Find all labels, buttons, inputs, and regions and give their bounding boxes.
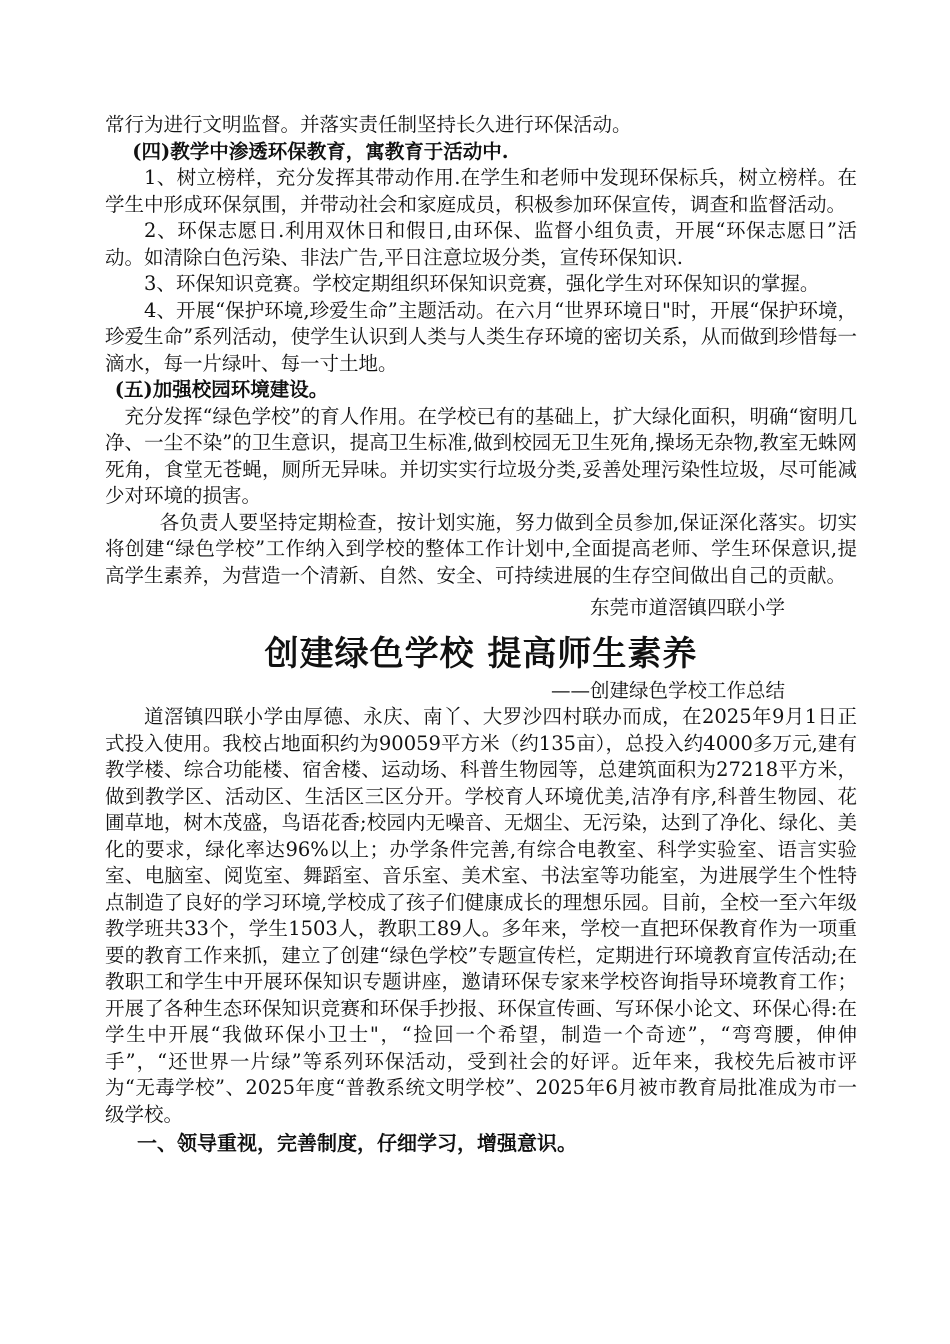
paragraph-knowledge-contest: 3、环保知识竞赛。学校定期组织环保知识竞赛，强化学生对环保知识的掌握。 [144,272,820,295]
section-heading-4: (四)教学中渗透环保教育，寓教育于活动中. [132,139,509,163]
document-title: 创建绿色学校 提高师生素养 [264,633,698,674]
paragraph-responsibility: 各负责人要坚持定期检查，按计划实施，努力做到全员参加,保证深化落实。切实将创建“绿色学校”工作纳入到学校的整体工作计划中,全面提高老师、学生环保意识,提高学生素养，为营造一个清新、自然、安全、可持续进展的生存空间做出自己的贡献。 [105,510,857,587]
paragraph-continuation: 常行为进行文明监督。并落实责任制坚持长久进行环保活动。 [105,113,632,136]
paragraph-theme-activity: 4、开展“保护环境,珍爱生命”主题活动。在六月“世界环境日"时，开展“保护环境，珍爱生命”系列活动，使学生认识到人类与人类生存环境的密切关系，从而做到珍惜每一滴水，每一片绿叶、每一寸土地。 [105,298,857,375]
document-page [105,112,857,1157]
section-heading-1: 一、领导重视，完善制度，仔细学习，增强意识。 [137,1131,577,1155]
section-heading-5: (五)加强校园环境建设。 [114,378,329,401]
paragraph-campus-environment: 充分发挥“绿色学校”的育人作用。在学校已有的基础上，扩大绿化面积，明确“窗明几净、一尘不染”的卫生意识，提高卫生标准,做到校园无卫生死角,操场无杂物,教室无蛛网死角，食堂无苍蝇，厕所无异味。并切实实行垃圾分类,妥善处理污染性垃圾，尽可能减少对环境的损害。 [105,404,857,507]
signature: 东莞市道滘镇四联小学 [589,596,785,619]
paragraph-school-intro: 道滘镇四联小学由厚德、永庆、南丫、大罗沙四村联办而成，在2025年9月1日正式投入使用。我校占地面积约为90059平方米（约135亩），总投入约4000多万元,建有教学楼、综合功能楼、宿舍楼、运动场、科普生物园等，总建筑面积为27218平方米，做到教学区、活动区、生活区三区分开。学校育人环境优美,洁净有序,科普生物园、花圃草地，树木茂盛，鸟语花香;校园内无噪音、无烟尘、无污染，达到了净化、绿化、美化的要求，绿化率达96%以上；办学条件完善,有综合电教室、科学实验室、语言实验室、电脑室、阅览室、舞蹈室、音乐室、美术室、书法室等功能室，为进展学生个性特点制造了良好的学习环境,学校成了孩子们健康成长的理想乐园。目前，全校一至六年级教学班共33个，学生1503人，教职工89人。多年来，学校一直把环保教育作为一项重要的教育工作来抓，建立了创建“绿色学校”专题宣传栏，定期进行环境教育宣传活动;在教职工和学生中开展环保知识专题讲座，邀请环保专家来学校咨询指导环境教育工作；开展了各种生态环保知识竞赛和环保手抄报、环保宣传画、写环保小论文、环保心得:在学生中开展“我做环保小卫士"，“捡回一个希望，制造一个奇迹”，“弯弯腰，伸伸手”，“还世界一片绿”等系列环保活动，受到社会的好评。近年来，我校先后被市评为“无毒学校”、2025年度“普教系统文明学校”、2025年6月被市教育局批准成为市一级学校。 [105,705,857,1126]
paragraph-volunteer-day: 2、环保志愿日.利用双休日和假日,由环保、监督小组负责，开展“环保志愿日”活动。如清除白色污染、非法广告,平日注意垃圾分类，宣传环保知识. [105,219,857,269]
paragraph-role-model: 1、树立榜样，充分发挥其带动作用.在学生和老师中发现环保标兵，树立榜样。在学生中形成环保氛围，并带动社会和家庭成员，积极参加环保宣传，调查和监督活动。 [105,166,857,216]
document-subtitle: ——创建绿色学校工作总结 [550,678,785,702]
